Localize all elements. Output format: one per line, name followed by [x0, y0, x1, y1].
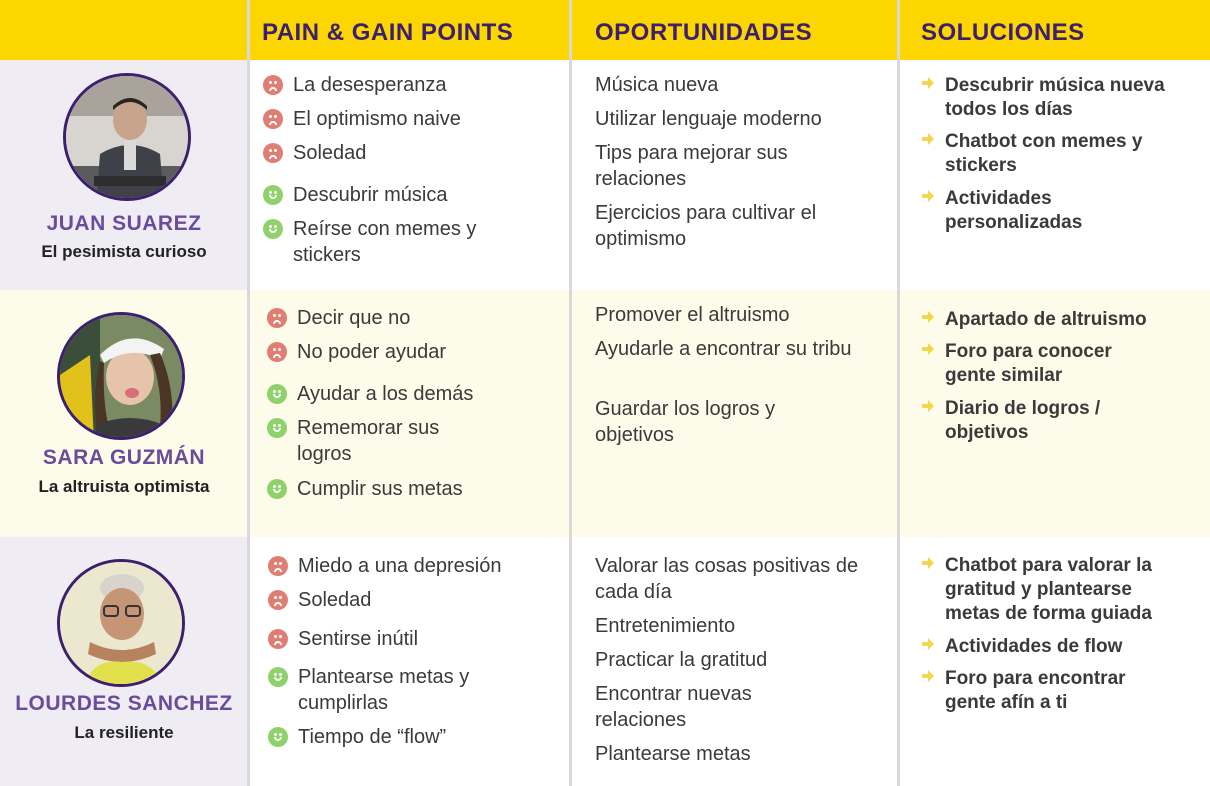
sad-face-icon: [263, 75, 283, 95]
opportunity-item: Ejercicios para cultivar el optimismo: [595, 202, 817, 250]
arrow-right-icon: [921, 76, 935, 90]
point-item: Soledad: [263, 140, 553, 166]
point-item: Rememorar sus logros: [267, 415, 467, 467]
persona-cell: [0, 290, 248, 537]
arrow-right-icon: [921, 189, 935, 203]
sad-face-icon: [268, 629, 288, 649]
happy-face-icon: [267, 384, 287, 404]
arrow-right-icon: [921, 399, 935, 413]
header-oportunidades: OPORTUNIDADES: [595, 19, 813, 46]
solution-item: Foro para conocer gente similar: [945, 340, 1145, 388]
man-portrait-photo: [63, 73, 191, 201]
sad-face-icon: [263, 143, 283, 163]
opportunity-item: Música nueva: [595, 74, 719, 96]
opportunity-item: Utilizar lenguaje moderno: [595, 108, 822, 130]
persona-name: SARA GUZMÁN: [42, 446, 206, 469]
point-item: El optimismo naive: [263, 106, 553, 132]
header-soluciones: SOLUCIONES: [921, 19, 1085, 46]
point-item: Ayudar a los demás: [267, 381, 557, 407]
persona-row-sara: [0, 290, 1210, 537]
opportunity-item: Entretenimiento: [595, 615, 736, 637]
solution-item: Descubrir música nueva todos los días: [945, 74, 1195, 122]
persona-cell: [0, 537, 248, 786]
persona-role: La altruista optimista: [38, 477, 210, 496]
opportunity-item: Practicar la gratitud: [595, 649, 768, 671]
arrow-right-icon: [921, 310, 935, 324]
opportunity-item: Tips para mejorar sus relaciones: [595, 142, 788, 190]
solution-item: Chatbot para valorar la gratitud y plantearse metas de forma guiada: [945, 554, 1185, 626]
persona-row-juan: [0, 60, 1210, 290]
point-item: Descubrir música: [263, 182, 553, 208]
persona-name: LOURDES SANCHEZ: [15, 692, 233, 715]
header-bar: [0, 0, 1210, 60]
column-divider: [569, 0, 572, 786]
arrow-right-icon: [921, 637, 935, 651]
point-item: Decir que no: [267, 305, 557, 331]
solution-item: Foro para encontrar gente afín a ti: [945, 667, 1155, 715]
persona-cell: [0, 60, 248, 290]
header-pain-gain: PAIN & GAIN POINTS: [262, 19, 514, 46]
point-item: La desesperanza: [263, 72, 553, 98]
column-divider: [247, 0, 250, 786]
solution-item: Actividades personalizadas: [945, 187, 1125, 235]
solution-item: Diario de logros / objetivos: [945, 397, 1135, 445]
point-item: Plantearse metas y cumplirlas: [268, 664, 528, 716]
solution-item: Apartado de altruismo: [945, 308, 1195, 332]
happy-face-icon: [268, 727, 288, 747]
happy-face-icon: [268, 667, 288, 687]
point-item: Tiempo de “flow”: [268, 724, 558, 750]
opportunity-item: Ayudarle a encontrar su tribu: [595, 338, 852, 360]
persona-role: El pesimista curioso: [41, 242, 207, 261]
happy-face-icon: [267, 479, 287, 499]
point-item: Reírse con memes y stickers: [263, 216, 513, 268]
solution-item: Chatbot con memes y stickers: [945, 130, 1170, 178]
opportunity-item: Encontrar nuevas relaciones: [595, 683, 752, 731]
sad-face-icon: [268, 556, 288, 576]
persona-row-lourdes: [0, 537, 1210, 786]
sad-face-icon: [267, 342, 287, 362]
persona-role: La resiliente: [74, 723, 174, 742]
arrow-right-icon: [921, 669, 935, 683]
arrow-right-icon: [921, 556, 935, 570]
point-item: Cumplir sus metas: [267, 476, 557, 502]
sad-face-icon: [263, 109, 283, 129]
point-item: Sentirse inútil: [268, 626, 558, 652]
opportunity-item: Plantearse metas: [595, 743, 751, 765]
point-item: No poder ayudar: [267, 339, 557, 365]
point-item: Soledad: [268, 587, 558, 613]
persona-name: JUAN SUAREZ: [46, 212, 202, 235]
opportunity-item: Valorar las cosas positivas de cada día: [595, 555, 859, 603]
column-divider: [897, 0, 900, 786]
solution-item: Actividades de flow: [945, 635, 1195, 659]
sad-face-icon: [268, 590, 288, 610]
sad-face-icon: [267, 308, 287, 328]
opportunity-item: Guardar los logros y objetivos: [595, 398, 776, 446]
happy-face-icon: [263, 185, 283, 205]
happy-face-icon: [267, 418, 287, 438]
woman-cap-portrait-photo: [57, 312, 185, 440]
point-item: Miedo a una depresión: [268, 553, 563, 579]
arrow-right-icon: [921, 342, 935, 356]
happy-face-icon: [263, 219, 283, 239]
older-woman-portrait-photo: [57, 559, 185, 687]
opportunity-item: Promover el altruismo: [595, 304, 790, 326]
arrow-right-icon: [921, 132, 935, 146]
